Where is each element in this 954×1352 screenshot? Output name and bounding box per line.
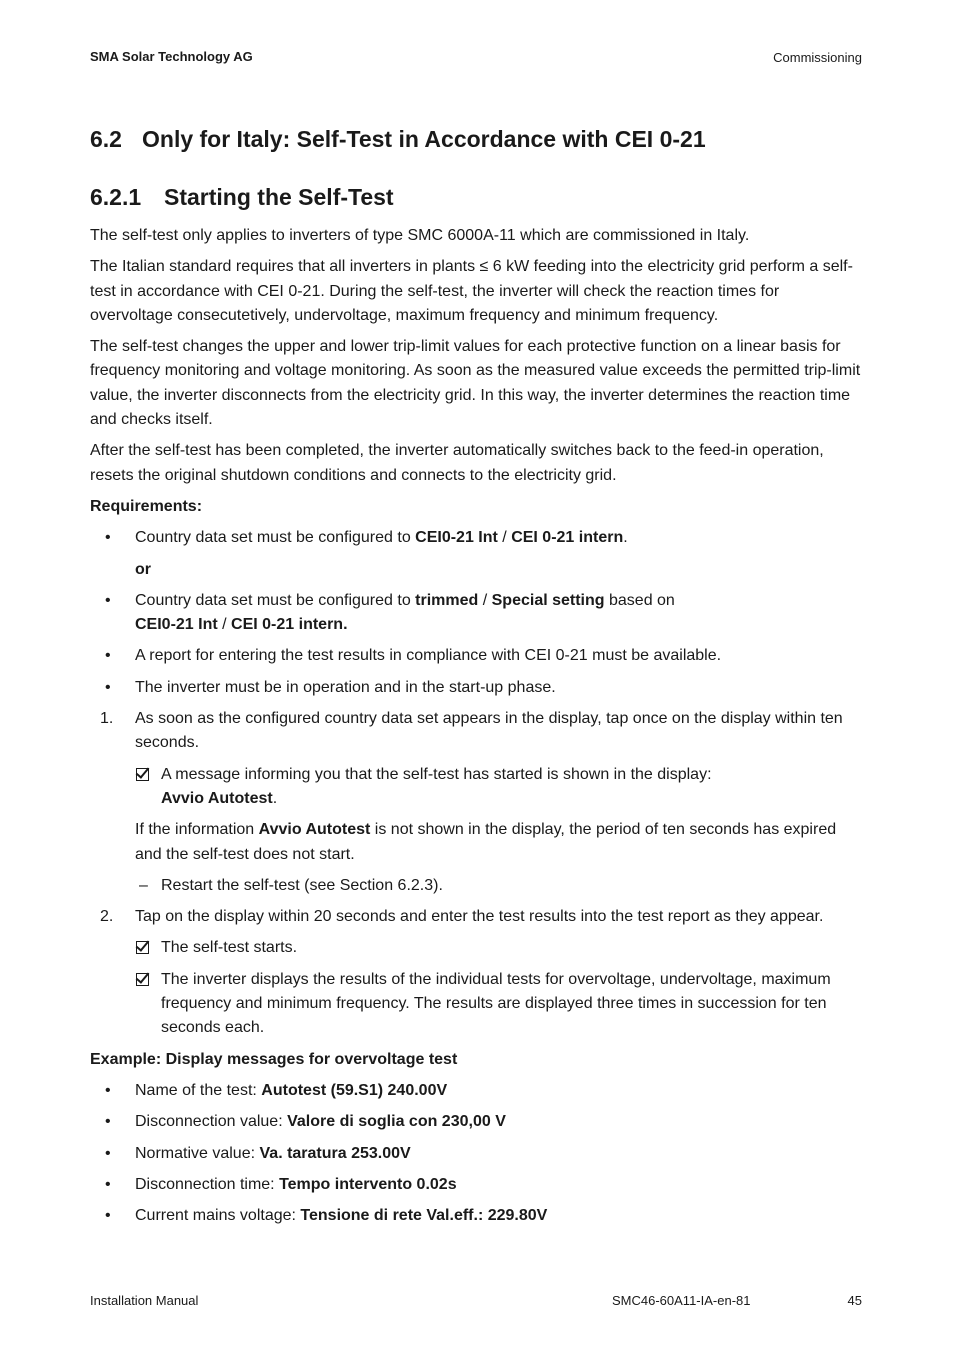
header-company: SMA Solar Technology AG: [90, 49, 253, 64]
step-1-info: [90, 818, 864, 867]
action-text: Restart the self-test (see Section 6.2.3).: [161, 876, 443, 894]
requirement-text: Country data set must be configured to: [135, 529, 416, 547]
dash-mark: –: [139, 876, 148, 894]
separator: /: [478, 591, 492, 609]
step-1-action: [90, 874, 864, 898]
example-value: Va. taratura 253.00V: [259, 1144, 411, 1162]
requirement-4: [90, 676, 864, 700]
checkbox-icon: [136, 941, 149, 954]
paragraph-4: After the self-test has been completed, the inverter automatically switches back to the feed-in operation, resets the original shutdown conditions and connects to the electricity grid.: [90, 442, 824, 484]
step-text: Tap on the display within 20 seconds and enter the test results into the test report as they appear.: [135, 908, 824, 926]
display-message: Avvio Autotest: [161, 789, 273, 807]
paragraph-2: The Italian standard requires that all inverters in plants ≤ 6 kW feeding into the electricity grid perform a self-test in accordance with CEI 0-21. During the self-test, the inverter will check the reaction times for overvoltage consecutetively, undervoltage, maximum frequency and minimum frequency.: [90, 258, 853, 324]
step-2-result-2: [90, 968, 864, 1041]
step-1: [90, 707, 864, 756]
bullet: •: [105, 1113, 111, 1131]
page-content: [90, 124, 864, 1228]
paragraph-1: The self-test only applies to inverters of type SMC 6000A-11 which are commissioned in Italy.: [90, 227, 750, 244]
bullet: •: [105, 678, 111, 696]
separator: /: [217, 616, 232, 634]
requirement-text: based on: [604, 591, 675, 609]
footer-page-number: 45: [847, 1293, 862, 1308]
step-number: 2.: [100, 908, 114, 926]
example-value: Autotest (59.S1) 240.00V: [261, 1081, 448, 1099]
checkbox-icon: [136, 973, 149, 986]
bullet: •: [105, 647, 111, 665]
example-value: Valore di soglia con 230,00 V: [287, 1113, 506, 1131]
requirement-text: Country data set must be configured to: [135, 591, 416, 609]
setting-value: CEI0-21 Int: [415, 529, 498, 547]
step-number: 1.: [100, 710, 114, 728]
result-text: The self-test starts.: [161, 939, 298, 957]
example-heading: Example: Display messages for overvoltage test: [90, 1050, 458, 1068]
bullet: •: [105, 1175, 111, 1193]
checkbox-icon: [136, 768, 149, 781]
example-value: Tensione di rete Val.eff.: 229.80V: [300, 1207, 548, 1225]
step-2-result-1: [90, 936, 864, 960]
requirement-text: The inverter must be in operation and in the start-up phase.: [135, 678, 556, 696]
punctuation: .: [272, 789, 278, 807]
example-label: Name of the test:: [135, 1081, 262, 1099]
bullet: •: [105, 529, 111, 547]
bullet: •: [105, 1207, 111, 1225]
subsection-number: 6.2.1: [90, 184, 142, 210]
info-text: is not shown in the display, the period of ten seconds has expired and the self-test does not start.: [135, 821, 837, 863]
setting-value: CEI0-21 Int: [135, 616, 218, 634]
setting-value: trimmed: [415, 591, 479, 609]
bullet: •: [105, 591, 111, 609]
requirements-heading: Requirements:: [90, 497, 203, 515]
example-label: Disconnection time:: [135, 1175, 280, 1193]
separator: /: [497, 529, 512, 547]
header-section: Commissioning: [773, 50, 862, 65]
requirement-1: [90, 526, 864, 550]
example-item-test-name: [90, 1079, 864, 1103]
footer-document-code: SMC46-60A11-IA-en-81: [612, 1293, 751, 1308]
paragraph-3: The self-test changes the upper and lower trip-limit values for each protective function on a linear basis for frequency monitoring and voltage monitoring. As soon as the measured value exceeds the permitted trip-limit value, the inverter disconnects from the electricity grid. In this way, the inverter determines the reaction time and checks itself.: [90, 338, 861, 429]
example-label: Normative value:: [135, 1144, 260, 1162]
bullet: •: [105, 1081, 111, 1099]
info-text: If the information: [135, 821, 259, 839]
setting-value: CEI 0-21 intern: [511, 529, 624, 547]
requirement-3: [90, 644, 864, 668]
bullet: •: [105, 1144, 111, 1162]
step-1-result: [90, 763, 864, 812]
example-label: Current mains voltage:: [135, 1207, 301, 1225]
setting-value: CEI 0-21 intern.: [231, 616, 348, 634]
result-text: The inverter displays the results of the individual tests for overvoltage, undervoltage, maximum frequency and minimum frequency. The results are displayed three times in succession for ten seconds each.: [161, 970, 831, 1037]
example-item-disconnection-value: [90, 1110, 864, 1134]
display-message: Avvio Autotest: [258, 821, 371, 839]
example-item-mains-voltage: [90, 1204, 864, 1228]
section-6-2-1-heading: [90, 182, 864, 218]
step-2: [90, 905, 864, 929]
result-text: A message informing you that the self-test has started is shown in the display:: [161, 765, 712, 783]
step-text: As soon as the configured country data set appears in the display, tap once on the display within ten seconds.: [135, 710, 843, 752]
punctuation: .: [623, 529, 628, 547]
example-item-normative-value: [90, 1142, 864, 1166]
example-label: Disconnection value:: [135, 1113, 288, 1131]
setting-value: Special setting: [491, 591, 605, 609]
section-title: Only for Italy: Self-Test in Accordance with CEI 0-21: [142, 126, 706, 152]
example-item-disconnection-time: [90, 1173, 864, 1197]
section-number: 6.2: [90, 126, 122, 152]
subsection-title: Starting the Self-Test: [164, 184, 394, 210]
or-separator: or: [135, 560, 151, 578]
requirement-text: A report for entering the test results in compliance with CEI 0-21 must be available.: [135, 647, 722, 665]
example-value: Tempo intervento 0.02s: [279, 1175, 457, 1193]
requirement-2: [90, 589, 864, 638]
section-6-2-heading: [90, 124, 864, 160]
footer-document-title: Installation Manual: [90, 1293, 199, 1308]
